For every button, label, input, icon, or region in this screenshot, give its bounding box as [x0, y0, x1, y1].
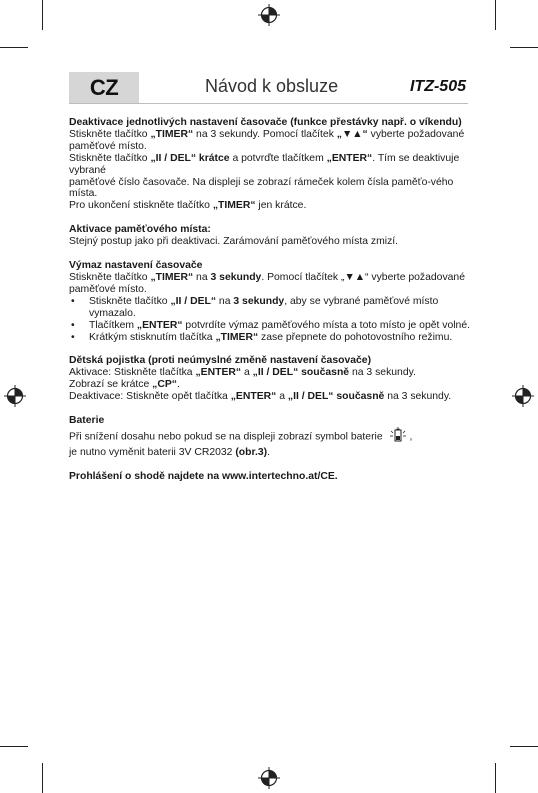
- section-heading-activation: Aktivace paměťového místa:: [69, 224, 211, 236]
- text: . Tím se deaktivuje vybrané: [69, 152, 460, 176]
- key-label: „TIMER“: [212, 200, 256, 212]
- page-title: Návod k obsluze: [205, 76, 339, 96]
- text: .: [176, 379, 180, 391]
- registration-mark-icon: [258, 4, 280, 26]
- key-label: „II / DEL“: [170, 295, 217, 307]
- figure-reference: (obr.3): [235, 446, 268, 458]
- text: Stiskněte tlačítko: [89, 295, 171, 307]
- registration-mark-icon: [512, 385, 534, 407]
- text: na 3 sekundy.: [349, 367, 416, 379]
- text: Deaktivace: Stiskněte opět tlačítka: [69, 391, 231, 403]
- paragraph: paměťové číslo časovače. Na displeji se zobrazí rámeček kolem čísla paměťo-vého místa.: [69, 176, 454, 200]
- paragraph: [69, 153, 470, 177]
- text: a: [276, 391, 288, 403]
- crop-mark: [495, 763, 496, 793]
- model-number: ITZ-505: [409, 78, 466, 95]
- key-label: „CP“: [152, 379, 177, 391]
- paragraph: Stejný postup jako při deaktivaci. Zarámování paměťového místa zmizí.: [69, 236, 399, 248]
- text: vyberte požadované paměťové místo.: [69, 128, 465, 152]
- text: na: [216, 295, 234, 307]
- crop-mark: [42, 763, 43, 793]
- paragraph: [69, 379, 470, 391]
- bullet-icon: •: [71, 295, 75, 307]
- paragraph: [69, 447, 470, 459]
- paragraph: [69, 367, 470, 379]
- crop-mark: [495, 0, 496, 30]
- paragraph: [69, 427, 470, 447]
- text: ,: [409, 431, 413, 443]
- manual-content: [69, 117, 470, 483]
- text: Krátkým stisknutím tlačítka: [89, 331, 216, 343]
- text: na 3 sekundy. Pomocí tlačítek: [193, 128, 337, 140]
- text: potvrdíte výmaz paměťového místa a toto místo je opět volné.: [182, 319, 471, 331]
- text: na 3 sekundy.: [384, 391, 452, 403]
- key-label: „TIMER“: [215, 331, 259, 343]
- key-label: „ENTER“: [326, 152, 373, 164]
- crop-mark: [0, 47, 28, 48]
- battery-icon: [388, 427, 408, 447]
- crop-mark: [42, 0, 43, 30]
- text: a potvrďte tlačítkem: [229, 152, 327, 164]
- text: . Pomocí tlačítek „▼▲“ vyberte požadované paměťové místo.: [69, 271, 465, 295]
- text: Pro ukončení stiskněte tlačítko: [69, 200, 213, 212]
- crop-mark: [0, 746, 28, 747]
- key-label: „ENTER“: [136, 319, 183, 331]
- page-header: [69, 72, 468, 104]
- paragraph: [69, 129, 470, 153]
- text: je nutno vyměnit baterii 3V CR2032: [69, 446, 236, 458]
- text: jen krátce.: [255, 200, 307, 212]
- paragraph: [69, 391, 470, 403]
- text: Aktivace: Stiskněte tlačítka: [69, 367, 196, 379]
- section-heading-delete: Výmaz nastavení časovače: [69, 260, 203, 272]
- text: a: [241, 367, 253, 379]
- crop-mark: [510, 746, 538, 747]
- section-heading-battery: Baterie: [69, 415, 105, 427]
- key-label: „TIMER“: [150, 128, 194, 140]
- text: Stiskněte tlačítko: [69, 271, 151, 283]
- text: , aby se vybrané paměťové místo vymazalo.: [89, 295, 439, 319]
- text: zase přepnete do pohotovostního režimu.: [258, 331, 453, 343]
- conformity-declaration: Prohlášení o shodě najdete na www.intertechno.at/CE.: [69, 470, 338, 482]
- section-heading-child-lock: Dětská pojistka (proti neúmyslné změně nastavení časovače): [69, 355, 372, 367]
- text: Stiskněte tlačítko: [69, 152, 151, 164]
- key-label: 3 sekundy: [210, 271, 262, 283]
- paragraph: [69, 200, 470, 212]
- paragraph: [69, 272, 470, 296]
- key-label: „II / DEL“ současně: [287, 391, 385, 403]
- registration-mark-icon: [258, 767, 280, 789]
- text: na: [193, 271, 211, 283]
- section-heading-deactivation: Deaktivace jednotlivých nastavení časovače (funkce přestávky např. o víkendu): [69, 117, 462, 128]
- key-label: 3 sekundy: [233, 295, 285, 307]
- key-label: „II / DEL“ současně: [252, 367, 350, 379]
- key-label: „TIMER“: [150, 271, 194, 283]
- crop-mark: [510, 47, 538, 48]
- bullet-icon: •: [71, 331, 75, 343]
- language-badge: CZ: [69, 72, 139, 103]
- list-item: [69, 320, 470, 332]
- list-item: [69, 332, 470, 344]
- text: .: [267, 446, 270, 458]
- key-label: „ENTER“: [230, 391, 277, 403]
- list-item: [69, 296, 470, 320]
- key-label: „▼▲“: [336, 128, 368, 140]
- text: Při snížení dosahu nebo pokud se na displeji zobrazí symbol baterie: [69, 431, 386, 443]
- text: Zobrazí se krátce: [69, 379, 153, 391]
- key-label: „II / DEL“ krátce: [150, 152, 230, 164]
- registration-mark-icon: [4, 385, 26, 407]
- bullet-icon: •: [71, 319, 75, 331]
- text: Stiskněte tlačítko: [69, 128, 151, 140]
- key-label: „ENTER“: [195, 367, 242, 379]
- text: Tlačítkem: [89, 319, 137, 331]
